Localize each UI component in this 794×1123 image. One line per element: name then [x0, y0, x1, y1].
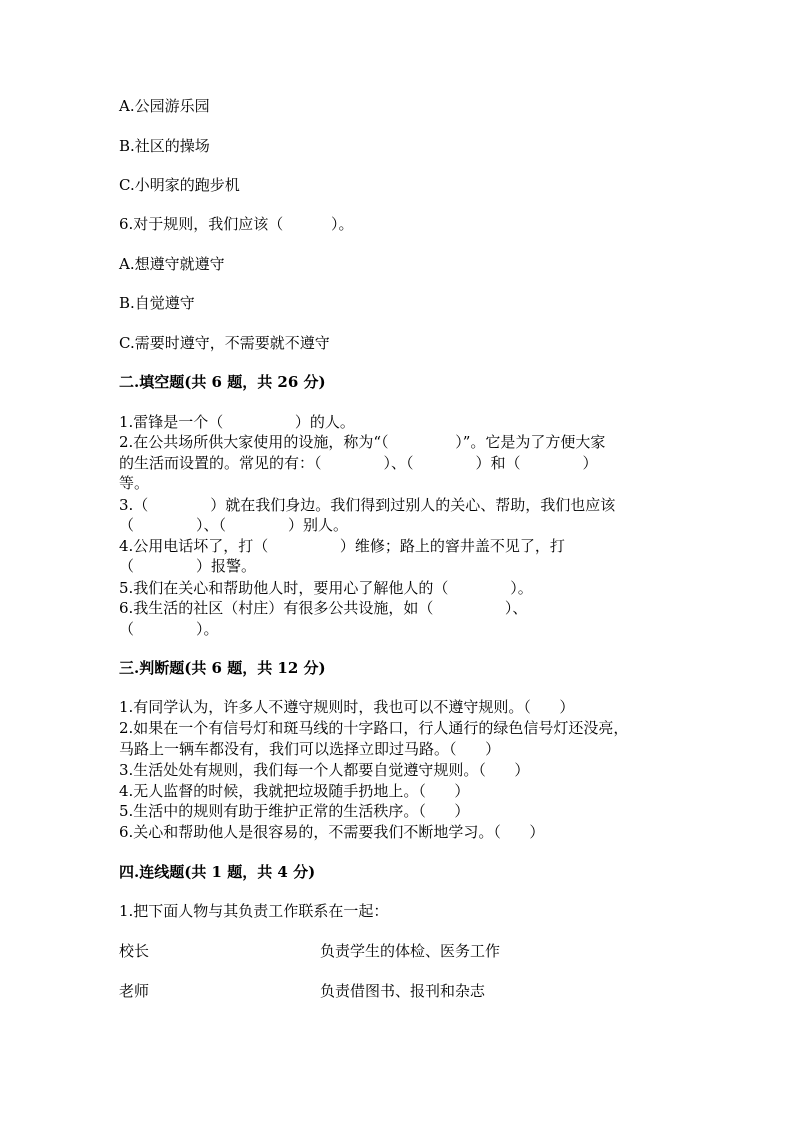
- fill-line: （ ）报警。: [119, 557, 256, 575]
- judge-line: 2.如果在一个有信号灯和斑马线的十字路口，行人通行的绿色信号灯还没亮，: [119, 719, 629, 737]
- fill-line: 的生活而设置的。常见的有：（ ）、（ ）和（ ）: [119, 454, 598, 472]
- judge-line: 马路上一辆车都没有，我们可以选择立即过马路。（ ）: [119, 740, 501, 758]
- section-title-true-false: 三.判断题(共 6 题，共 12 分): [119, 659, 326, 677]
- q6-option-b: B.自觉遵守: [119, 294, 195, 312]
- matching-right-item: 负责学生的体检、医务工作: [320, 942, 501, 960]
- section-title-matching: 四.连线题(共 1 题，共 4 分): [119, 863, 316, 881]
- matching-left-item: 老师: [119, 982, 150, 1000]
- matching-question: 1.把下面人物与其负责工作联系在一起：: [119, 902, 389, 920]
- fill-line: 等。: [119, 474, 150, 492]
- section-title-fill-blank: 二.填空题(共 6 题，共 26 分): [119, 373, 326, 391]
- q6-option-a: A.想遵守就遵守: [119, 255, 225, 273]
- judge-line: 6.关心和帮助他人是很容易的，不需要我们不断地学习。（ ）: [119, 823, 545, 841]
- fill-line: 4.公用电话坏了，打（ ）维修；路上的窨井盖不见了，打: [119, 537, 565, 555]
- q5-option-c: C.小明家的跑步机: [119, 176, 240, 194]
- q5-option-b: B.社区的操场: [119, 137, 210, 155]
- judge-line: 3.生活处处有规则，我们每一个人都要自觉遵守规则。（ ）: [119, 761, 530, 779]
- judge-line: 5.生活中的规则有助于维护正常的生活秩序。（ ）: [119, 802, 470, 820]
- q6-option-c: C.需要时遵守，不需要就不遵守: [119, 334, 330, 352]
- matching-right-item: 负责借图书、报刊和杂志: [320, 982, 486, 1000]
- fill-line: 1.雷锋是一个（ ）的人。: [119, 413, 355, 431]
- q6-stem: 6.对于规则，我们应该（ ）。: [119, 215, 354, 233]
- fill-line: 6.我生活的社区（村庄）有很多公共设施，如（ ）、: [119, 599, 528, 617]
- matching-left-item: 校长: [119, 942, 150, 960]
- judge-line: 4.无人监督的时候，我就把垃圾随手扔地上。（ ）: [119, 782, 470, 800]
- fill-line: 3.（ ）就在我们身边。我们得到过别人的关心、帮助，我们也应该: [119, 496, 616, 514]
- judge-line: 1.有同学认为，许多人不遵守规则时，我也可以不遵守规则。（ ）: [119, 698, 575, 716]
- fill-line: （ ）。: [119, 620, 219, 638]
- fill-line: 2.在公共场所供大家使用的设施，称为“（ ）”。它是为了方便大家: [119, 433, 606, 451]
- fill-line: 5.我们在关心和帮助他人时，要用心了解他人的（ ）。: [119, 579, 533, 597]
- fill-line: （ ）、（ ）别人。: [119, 516, 348, 534]
- q5-option-a: A.公园游乐园: [119, 97, 210, 115]
